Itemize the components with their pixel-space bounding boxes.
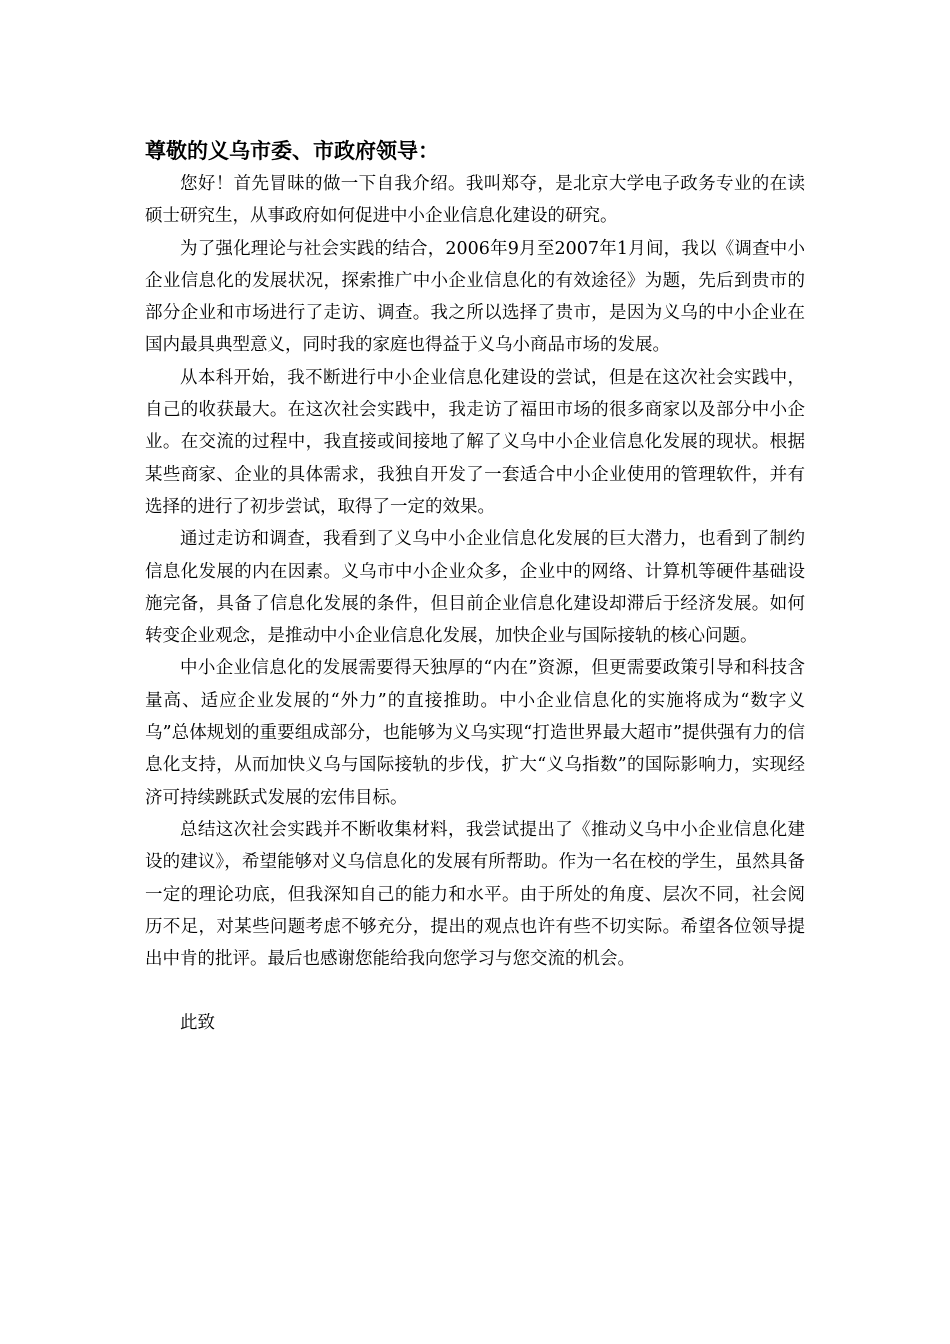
letter-body	[145, 134, 805, 1040]
paragraph-policy: 中小企业信息化的发展需要得天独厚的“内在”资源，但更需要政策引导和科技含量高、适应企业发展的“外力”的直接推助。中小企业信息化的实施将成为“数字义乌”总体规划的重要组成部分，也能够为义乌实现“打造世界最大超市”提供强有力的信息化支持，从而加快义乌与国际接轨的步伐，扩大“义乌指数”的国际影响力，实现经济可持续跳跃式发展的宏伟目标。	[145, 658, 805, 808]
letter-closing: 此致	[180, 1013, 215, 1034]
paragraph-introduction: 您好！首先冒昧的做一下自我介绍。我叫郑夺，是北京大学电子政务专业的在读硕士研究生，从事政府如何促进中小企业信息化建设的研究。	[145, 174, 805, 227]
paragraph-practice: 从本科开始，我不断进行中小企业信息化建设的尝试，但是在这次社会实践中，自己的收获最大。在这次社会实践中，我走访了福田市场的很多商家以及部分中小企业。在交流的过程中，我直接或间接地了解了义乌中小企业信息化发展的现状。根据某些商家、企业的具体需求，我独自开发了一套适合中小企业使用的管理软件，并有选择的进行了初步尝试，取得了一定的效果。	[145, 367, 805, 517]
paragraph-conclusion: 总结这次社会实践并不断收集材料，我尝试提出了《推动义乌中小企业信息化建设的建议》，希望能够对义乌信息化的发展有所帮助。作为一名在校的学生，虽然具备一定的理论功底，但我深知自己的能力和水平。由于所处的角度、层次不同，社会阅历不足，对某些问题考虑不够充分，提出的观点也许有些不切实际。希望各位领导提出中肯的批评。最后也感谢您能给我向您学习与您交流的机会。	[145, 819, 805, 970]
letter-paragraphs	[145, 168, 805, 975]
paragraph-survey: 为了强化理论与社会实践的结合，2006年9月至2007年1月间，我以《调查中小企业信息化的发展状况，探索推广中小企业信息化的有效途径》为题，先后到贵市的部分企业和市场进行了走访、调查。我之所以选择了贵市，是因为义乌的中小企业在国内最具典型意义，同时我的家庭也得益于义乌小商品市场的发展。	[145, 238, 805, 356]
paragraph-findings: 通过走访和调查，我看到了义乌中小企业信息化发展的巨大潜力，也看到了制约信息化发展的内在因素。义乌市中小企业众多，企业中的网络、计算机等硬件基础设施完备，具备了信息化发展的条件，但目前企业信息化建设却滞后于经济发展。如何转变企业观念，是推动中小企业信息化发展，加快企业与国际接轨的核心问题。	[145, 529, 805, 647]
letter-salutation: 尊敬的义乌市委、市政府领导：	[145, 139, 439, 163]
